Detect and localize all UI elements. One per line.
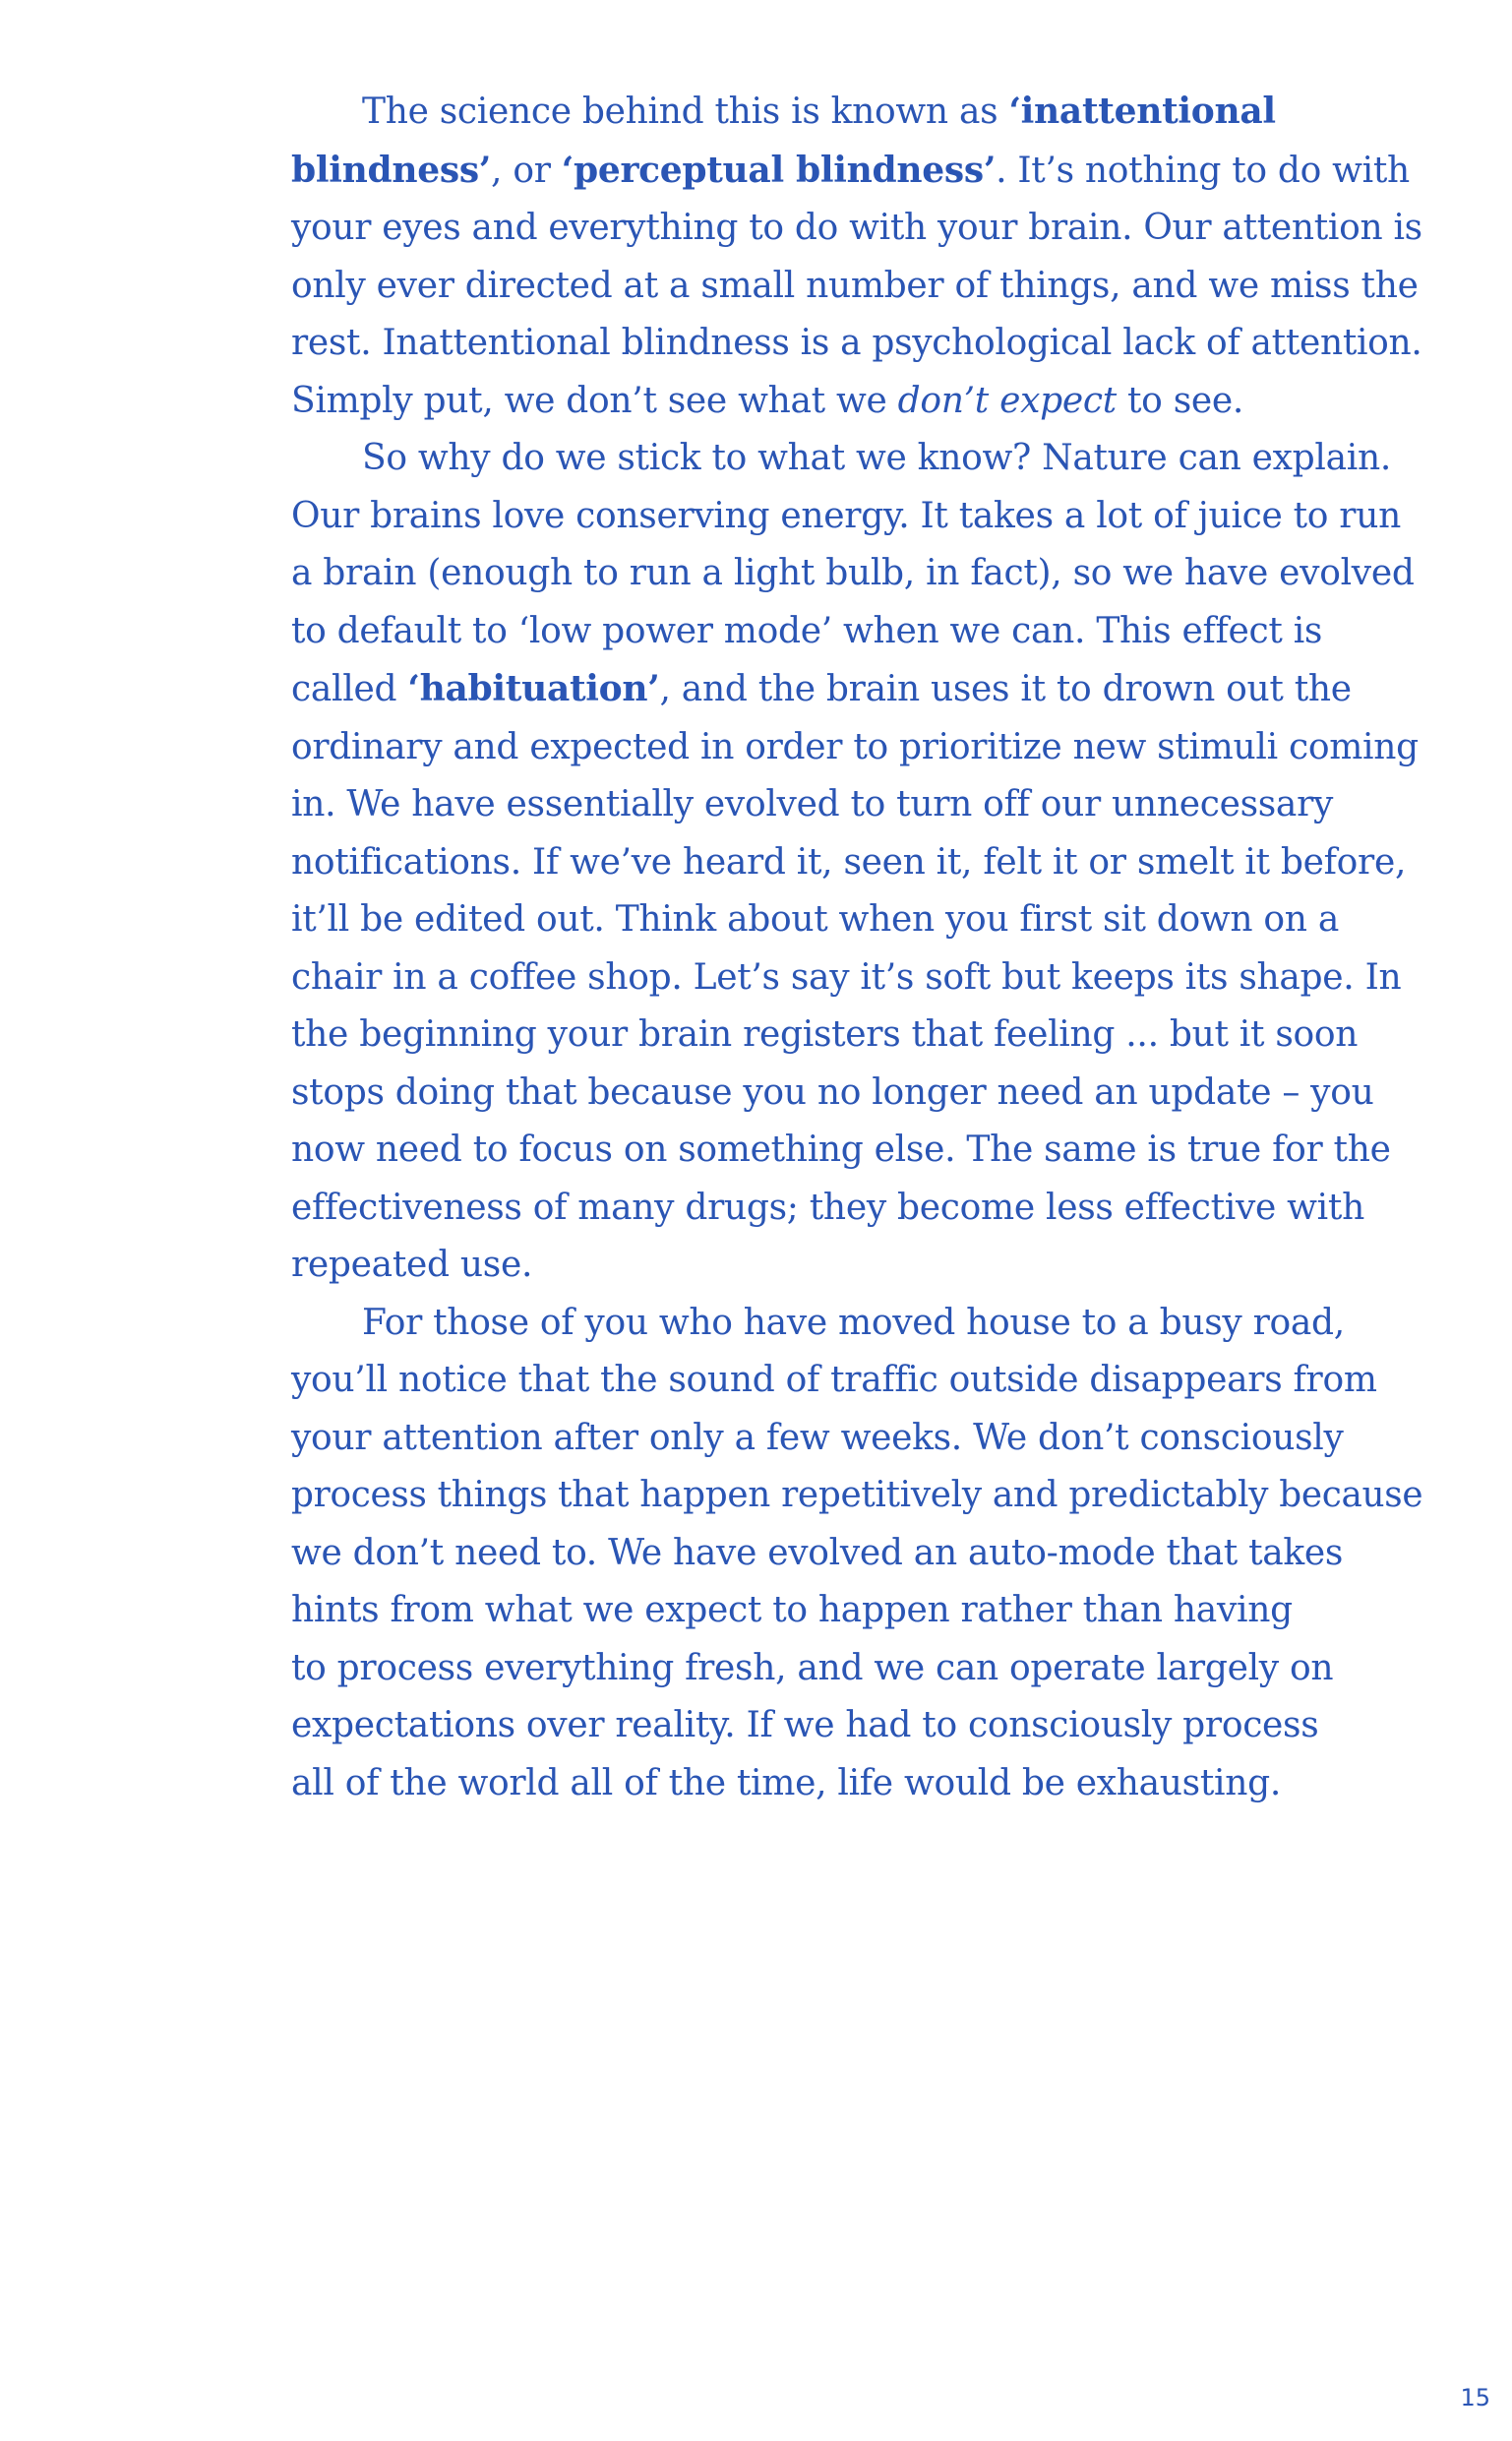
text-line: process things that happen repetitively and predictably because <box>291 1475 1423 1515</box>
body-text <box>291 83 1422 1812</box>
text-line: only ever directed at a small number of things, and we miss the <box>291 265 1419 306</box>
text-line: it’ll be edited out. Think about when you first sit down on a <box>291 899 1339 940</box>
text-line: stops doing that because you no longer need an update – you <box>291 1071 1374 1113</box>
text-line: your attention after only a few weeks. We don’t consciously <box>291 1417 1344 1458</box>
page-number: 15 <box>1460 2384 1490 2411</box>
text-line: you’ll notice that the sound of traffic outside disappears from <box>291 1360 1377 1400</box>
text-line: hints from what we expect to happen rather than having <box>291 1590 1293 1630</box>
term-habituation: ‘habituation’ <box>407 668 660 709</box>
text-line: The science behind this is known as ‘inattentional <box>362 91 1276 132</box>
text-line: now need to focus on something else. The same is true for the <box>291 1129 1391 1170</box>
term-inattentional-blindness: ‘inattentional <box>1008 91 1276 132</box>
text-line: blindness’, or ‘perceptual blindness’. It’s nothing to do with <box>291 149 1410 191</box>
text-line: So why do we stick to what we know? Nature can explain. <box>362 438 1392 478</box>
text-line: Simply put, we don’t see what we don’t expect to see. <box>291 380 1244 421</box>
text-line: For those of you who have moved house to a busy road, <box>362 1302 1345 1343</box>
text-line: expectations over reality. If we had to consciously process <box>291 1705 1319 1745</box>
text-line: rest. Inattentional blindness is a psychological lack of attention. <box>291 323 1422 363</box>
term-inattentional-blindness-cont: blindness’ <box>291 149 492 191</box>
text-line: your eyes and everything to do with your brain. Our attention is <box>291 208 1422 248</box>
text-line: called ‘habituation’, and the brain uses it to drown out the <box>291 668 1352 709</box>
text-line: ordinary and expected in order to prioritize new stimuli coming <box>291 726 1419 767</box>
text-line: all of the world all of the time, life would be exhausting. <box>291 1762 1281 1803</box>
emphasis-dont-expect: don’t expect <box>897 380 1117 421</box>
text-line: effectiveness of many drugs; they become less effective with <box>291 1187 1364 1228</box>
text-line: to default to ‘low power mode’ when we can. This effect is <box>291 610 1323 651</box>
text-line: a brain (enough to run a light bulb, in fact), so we have evolved <box>291 553 1415 593</box>
term-perceptual-blindness: ‘perceptual blindness’ <box>561 149 997 191</box>
text-line: Our brains love conserving energy. It takes a lot of juice to run <box>291 495 1401 536</box>
text-line: chair in a coffee shop. Let’s say it’s soft but keeps its shape. In <box>291 956 1402 998</box>
text-line: repeated use. <box>291 1245 533 1285</box>
text-line: notifications. If we’ve heard it, seen it, felt it or smelt it before, <box>291 841 1407 883</box>
text-line: in. We have essentially evolved to turn off our unnecessary <box>291 784 1334 824</box>
text-line: we don’t need to. We have evolved an auto-mode that takes <box>291 1532 1344 1573</box>
text-line: the beginning your brain registers that feeling ... but it soon <box>291 1014 1359 1055</box>
text-line: to process everything fresh, and we can operate largely on <box>291 1647 1334 1688</box>
